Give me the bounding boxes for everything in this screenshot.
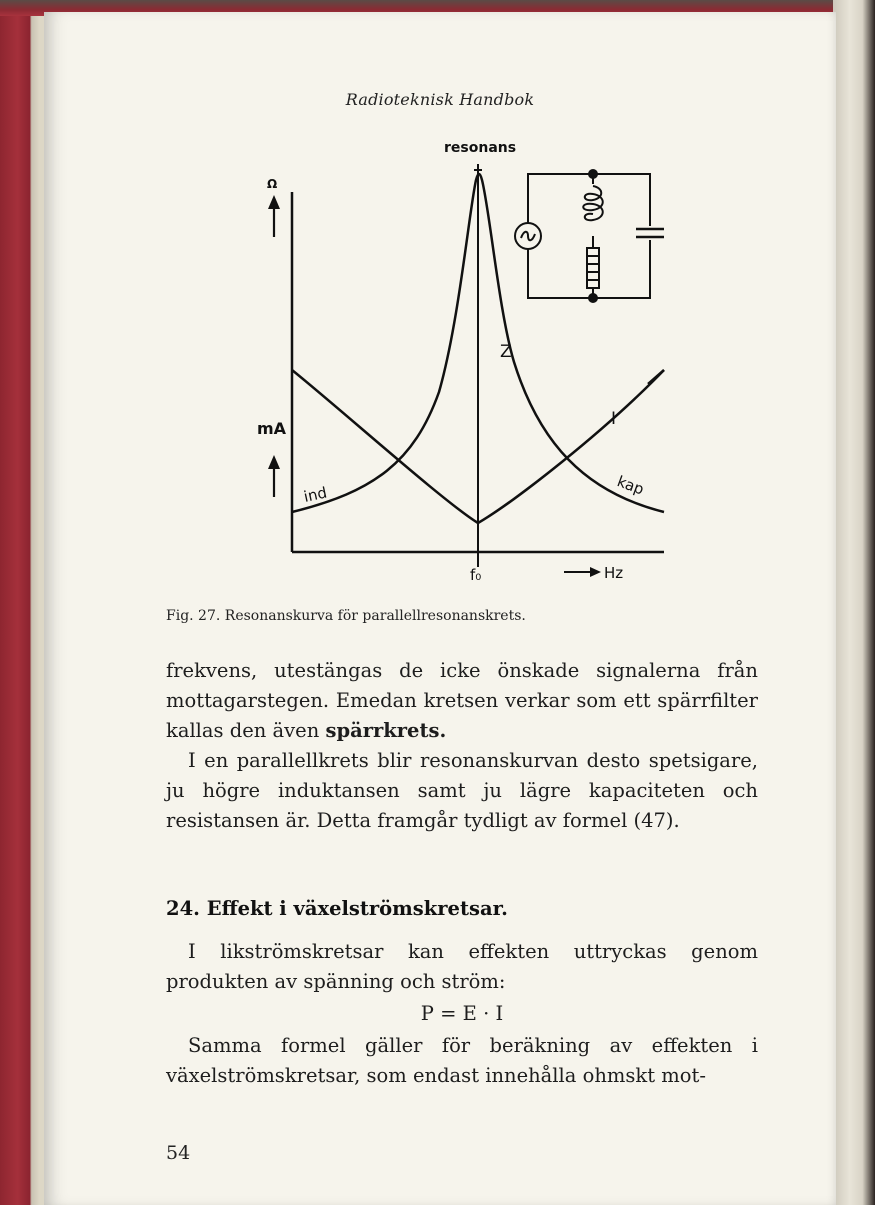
figure-number: Fig. 27. — [166, 608, 221, 624]
ma-up-arrow — [268, 455, 280, 497]
i-curve-label: I — [611, 409, 617, 429]
current-curve-i-tail — [648, 370, 664, 384]
resonance-label: resonans — [444, 140, 517, 156]
z-curve-label: Z — [500, 342, 512, 362]
ohm-up-arrow — [268, 195, 280, 237]
f0-tick-label: f₀ — [470, 566, 482, 584]
book-page — [44, 12, 836, 1205]
paragraph-1 — [166, 656, 758, 746]
kap-label: kap — [614, 472, 647, 499]
facing-page-edge — [833, 0, 875, 1205]
hz-arrow — [564, 567, 601, 577]
page-number: 54 — [166, 1142, 191, 1164]
body-text-upper — [166, 656, 758, 836]
resonance-figure — [44, 12, 836, 612]
power-formula: P = E · I — [420, 1002, 504, 1025]
body-text-lower — [166, 937, 758, 1091]
parallel-circuit-diagram — [515, 170, 664, 302]
paragraph-2: I en parallellkrets blir resonanskurvan desto spetsigare, ju högre induktansen samt ju lägre kapaciteten och resistansen är. Detta framgår tydligt av formel (47). — [166, 749, 758, 832]
ma-axis-label: mA — [257, 419, 287, 438]
caption-text: Resonanskurva för parallellresonanskrets. — [224, 608, 526, 624]
paragraph-4: Samma formel gäller för beräkning av effekten i växelströmskretsar, som endast innehålla ohmskt mot- — [166, 1034, 758, 1087]
hz-axis-label: Hz — [604, 564, 624, 582]
ohm-axis-label: Ω — [267, 177, 278, 191]
term-sparrkrets: spärrkrets. — [325, 719, 447, 742]
section-heading: 24. Effekt i växelströmskretsar. — [166, 897, 508, 920]
ind-label: ind — [302, 483, 329, 506]
paragraph-3: I likströmskretsar kan effekten uttryckas genom produkten av spänning och ström: — [166, 940, 758, 993]
paragraph-1-text: frekvens, utestängas de icke önskade signalerna från mottagarstegen. Emedan kretsen verkar som ett spärrfilter kallas den även — [166, 659, 758, 742]
figure-caption — [166, 608, 526, 624]
running-title: Radioteknisk Handbok — [345, 90, 535, 109]
